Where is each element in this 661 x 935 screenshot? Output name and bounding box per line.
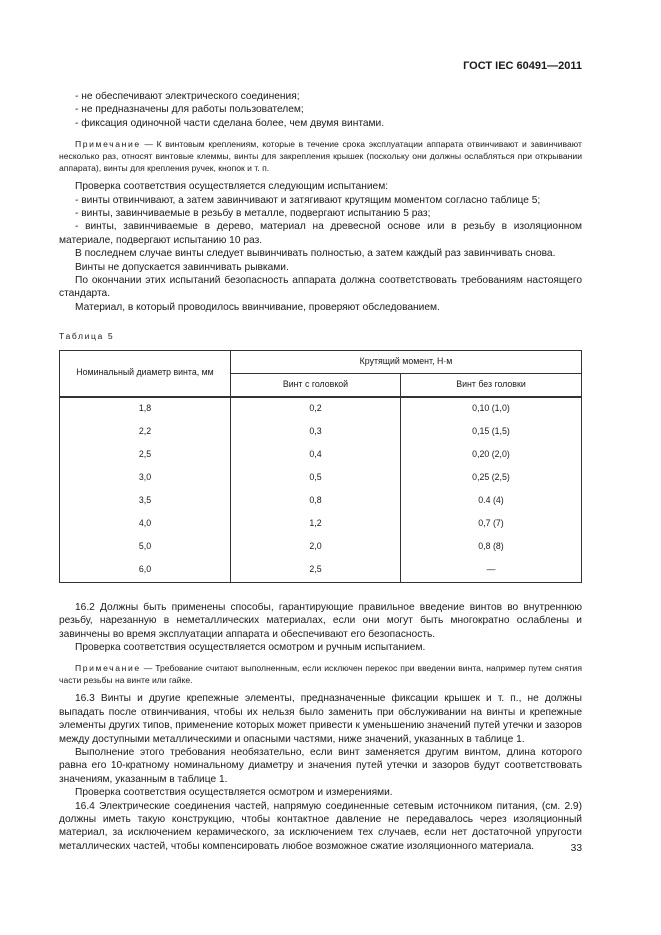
list-item: - фиксация одиночной части сделана более, чем двумя винтами.	[75, 117, 385, 129]
table-row	[60, 444, 582, 467]
table-row	[60, 490, 582, 513]
note-2	[59, 662, 582, 686]
paragraph: Выполнение этого требования необязательно, если винт заменяется другим винтом, длина которого равна его 10-кратному номинальному диаметру и значения путей утечки и зазоров будут соответствовать значениям, указанным в таблице 1.	[59, 746, 582, 785]
torque-table	[59, 350, 582, 583]
column-header-without-head: Винт без головки	[401, 373, 582, 397]
table-row	[60, 421, 582, 444]
cell-diameter: 6,0	[60, 559, 231, 583]
cell-with-head: 0,5	[231, 467, 401, 490]
section-16-2: 16.2 Должны быть применены способы, гарантирующие правильное введение винтов во внутреннюю резьбу, нарезанную в неметаллических материалах, если они могут быть многократно ослаблены и завинчены во время эксплуатации аппарата и обеспечивают его безопасность.	[59, 601, 582, 640]
table-row	[60, 513, 582, 536]
cell-without-head: 0,20 (2,0)	[401, 444, 582, 467]
table-title: Таблица 5	[59, 331, 115, 342]
cell-diameter: 2,5	[60, 444, 231, 467]
note-1	[59, 138, 582, 174]
cell-without-head: 0,25 (2,5)	[401, 467, 582, 490]
standard-code: ГОСТ IEC 60491—2011	[463, 60, 582, 72]
table-row	[60, 397, 582, 421]
cell-with-head: 2,0	[231, 536, 401, 559]
column-header-diameter: Номинальный диаметр винта, мм	[60, 350, 231, 397]
cell-without-head: 0,10 (1,0)	[401, 397, 582, 421]
test-heading: Проверка соответствия осуществляется следующим испытанием:	[75, 181, 389, 193]
page-number: 33	[570, 843, 582, 854]
cell-diameter: 5,0	[60, 536, 231, 559]
cell-with-head: 0,8	[231, 490, 401, 513]
list-item: - не обеспечивают электрического соединения;	[75, 91, 300, 102]
paragraph: Проверка соответствия осуществляется осмотром и ручным испытанием.	[75, 641, 426, 653]
cell-without-head: 0,8 (8)	[401, 536, 582, 559]
note-text: — Требование считают выполненным, если исключен перекос при введении винта, например путем снятия части резьбы на винте или гайке.	[59, 663, 582, 686]
cell-with-head: 0,3	[231, 421, 401, 444]
cell-with-head: 2,5	[231, 559, 401, 583]
cell-with-head: 0,4	[231, 444, 401, 467]
paragraph: Винты не допускается завинчивать рывками.	[75, 261, 289, 273]
cell-with-head: 0,2	[231, 397, 401, 421]
section-16-3: 16.3 Винты и другие крепежные элементы, предназначенные фиксации крышек и т. п., не должны выпадать после отвинчивания, чтобы их нельзя было заменить при обслуживании на винты и крепежные элементы других типов, применение которых может привести к уменьшению значений путей утечки и зазоров между доступными металлическими и опасными частями, ниже значений, указанных в таблице 1.	[59, 693, 582, 745]
cell-diameter: 4,0	[60, 513, 231, 536]
list-item: - винты, завинчиваемые в дерево, материал на древесной основе или в резьбу в изоляционном материале, подвергают испытанию 10 раз.	[59, 221, 582, 246]
cell-diameter: 2,2	[60, 421, 231, 444]
cell-without-head: 0,15 (1,5)	[401, 421, 582, 444]
note-label: Примечание	[75, 663, 141, 674]
cell-diameter: 3,0	[60, 467, 231, 490]
table-row	[60, 467, 582, 490]
cell-diameter: 1,8	[60, 397, 231, 421]
cell-diameter: 3,5	[60, 490, 231, 513]
table-row	[60, 536, 582, 559]
paragraph: Материал, в который проводилось ввинчивание, проверяют обследованием.	[75, 301, 440, 313]
paragraph: В последнем случае винты следует вывинчивать полностью, а затем каждый раз завинчивать снова.	[75, 248, 556, 260]
column-header-torque: Крутящий момент, Н·м	[231, 350, 582, 373]
cell-without-head: —	[401, 559, 582, 583]
list-item: - винты, завинчиваемые в резьбу в металле, подвергают испытанию 5 раз;	[75, 208, 431, 220]
paragraph: Проверка соответствия осуществляется осмотром и измерениями.	[75, 787, 393, 799]
table-row	[60, 559, 582, 583]
note-label: Примечание	[75, 139, 141, 150]
cell-without-head: 0.4 (4)	[401, 490, 582, 513]
section-16-4: 16.4 Электрические соединения частей, напрямую соединенные сетевым источником питания, (см. 2.9) должны иметь такую конструкцию, чтобы контактное давление не передавалось через изоляционный материал, за исключением керамического, за исключением тех случаев, если нет достаточной упругости металлических частей, чтобы компенсировать любое возможное сжатие изоляционного материала.	[59, 800, 582, 852]
note-text: — К винтовым креплениям, которые в течение срока эксплуатации аппарата отвинчивают и завинчивают несколько раз, относят винтовые клеммы, винты для закрепления крышек (поскольку они должны ослабляться при открывании аппарата), винты для крепления ручек, кнопок и т. п.	[59, 139, 582, 174]
cell-without-head: 0,7 (7)	[401, 513, 582, 536]
paragraph: По окончании этих испытаний безопасность аппарата должна соответствовать требованиям настоящего стандарта.	[59, 275, 582, 300]
page-content	[59, 90, 582, 853]
list-item: - винты отвинчивают, а затем завинчивают и затягивают крутящим моментом согласно таблице 5;	[75, 194, 541, 206]
column-header-with-head: Винт с головкой	[231, 373, 401, 397]
cell-with-head: 1,2	[231, 513, 401, 536]
list-item: - не предназначены для работы пользователем;	[75, 104, 304, 116]
